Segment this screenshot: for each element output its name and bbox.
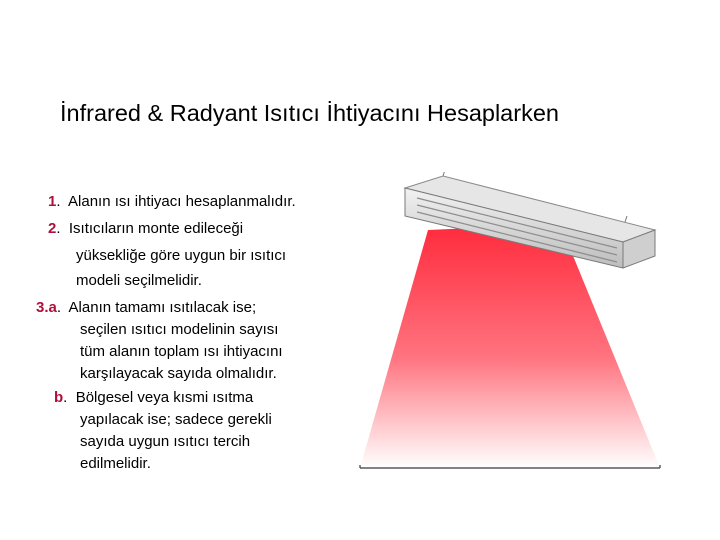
- item-marker: 3.a: [36, 299, 57, 316]
- item-2-line-2: yüksekliğe göre uygun bir ısıtıcı: [76, 247, 287, 264]
- item-text: Isıtıcıların monte edileceği: [68, 220, 244, 237]
- item-marker: 2: [48, 220, 57, 237]
- list-item-3a: [36, 297, 256, 318]
- item-3a-line-2: seçilen ısıtıcı modelinin sayısı: [80, 321, 279, 338]
- item-separator: .: [56, 299, 62, 316]
- item-text: Bölgesel veya kısmi ısıtma: [75, 389, 254, 406]
- item-3a-line-4: karşılayacak sayıda olmalıdır.: [80, 365, 277, 382]
- item-text: Alanın ısı ihtiyacı hesaplanmalıdır.: [68, 193, 296, 210]
- item-2-line-3: modeli seçilmelidir.: [76, 272, 202, 289]
- item-separator: .: [63, 389, 68, 406]
- infrared-heater-illustration: [355, 172, 665, 472]
- item-marker: b: [54, 389, 64, 406]
- item-b-line-4: edilmelidir.: [80, 455, 151, 472]
- item-marker: 1: [48, 193, 57, 210]
- item-b-line-3: sayıda uygun ısıtıcı tercih: [80, 433, 251, 450]
- item-text: Alanın tamamı ısıtılacak ise;: [68, 299, 257, 316]
- list-item-1: [48, 191, 296, 212]
- list-item-2: [48, 218, 243, 239]
- item-b-line-2: yapılacak ise; sadece gerekli: [80, 411, 272, 428]
- list-item-b: [54, 387, 253, 408]
- item-separator: .: [56, 220, 61, 237]
- item-separator: .: [56, 193, 61, 210]
- item-3a-line-3: tüm alanın toplam ısı ihtiyacını: [80, 343, 283, 360]
- slide-title: İnfrared & Radyant Isıtıcı İhtiyacını Hesaplarken: [60, 100, 559, 126]
